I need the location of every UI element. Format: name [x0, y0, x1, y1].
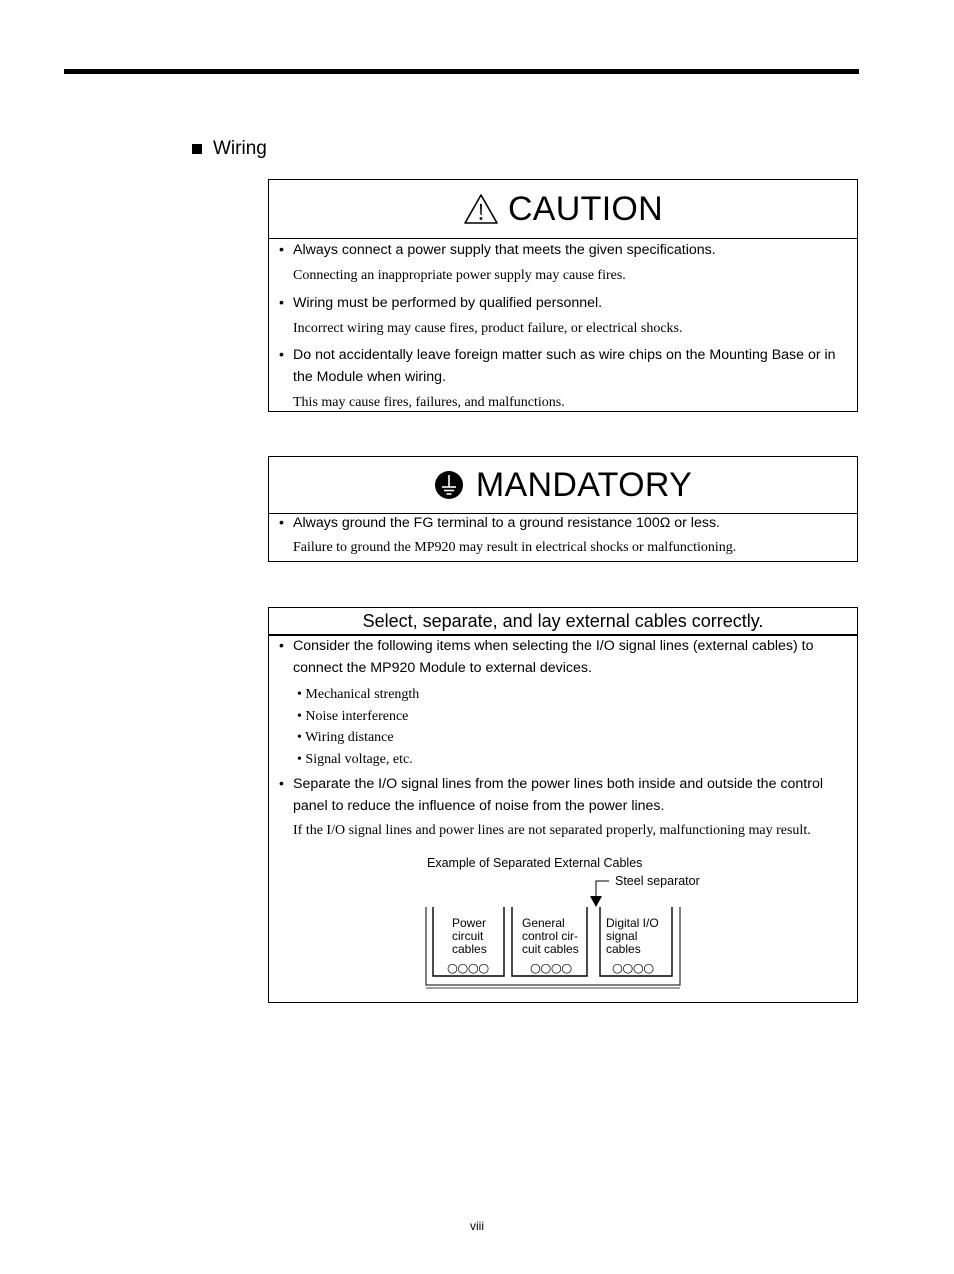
caution-item-text: Do not accidentally leave foreign matter such as wire chips on the Mounting Base or in the Module when wiring. — [293, 347, 836, 385]
cables-item-text: Consider the following items when selecting the I/O signal lines (external cables) to connect the MP920 Module to external devices. — [293, 638, 814, 676]
sub-item: • Noise interference — [297, 708, 409, 724]
sub-item: • Signal voltage, etc. — [297, 751, 413, 767]
top-rule — [64, 69, 859, 74]
cables-subitems — [297, 684, 847, 770]
separator-leader-line — [596, 881, 609, 896]
sub-item: • Mechanical strength — [297, 687, 420, 702]
mandatory-box — [268, 456, 858, 562]
caution-item-text: Wiring must be performed by qualified personnel. — [293, 295, 603, 311]
compartment-label: General control cir- cuit cables — [522, 916, 579, 956]
bullet: • — [279, 295, 284, 311]
mandatory-body — [269, 512, 857, 557]
ground-icon — [434, 470, 464, 500]
cables-title: Select, separate, and lay external cables correctly. — [362, 610, 764, 631]
section-heading — [192, 138, 267, 160]
caution-item-note: Connecting an inappropriate power supply may cause fires. — [293, 268, 626, 283]
caution-item — [279, 239, 847, 261]
bullet: • — [279, 242, 284, 258]
separator-label: Steel separator — [615, 874, 700, 888]
bullet: • — [279, 776, 284, 792]
cable-circles-general: ○○○○ — [530, 960, 572, 975]
separator-arrow-icon — [590, 896, 602, 907]
square-bullet-icon — [192, 144, 202, 154]
cables-box — [268, 607, 858, 1003]
section-heading-text: Wiring — [213, 138, 267, 159]
bullet: • — [279, 638, 284, 654]
caution-body — [269, 239, 857, 412]
caution-header — [269, 180, 857, 239]
cables-item-note: If the I/O signal lines and power lines are not separated properly, malfunctioning may result. — [293, 823, 811, 838]
caution-item-note: Incorrect wiring may cause fires, product failure, or electrical shocks. — [293, 321, 683, 336]
mandatory-title: MANDATORY — [475, 465, 693, 504]
caution-box — [268, 179, 858, 412]
warning-triangle-icon — [463, 193, 499, 225]
bullet: • — [279, 347, 284, 363]
separated-cables-figure — [269, 845, 857, 1005]
sub-item: • Wiring distance — [297, 730, 394, 745]
cables-header — [269, 608, 857, 636]
mandatory-header — [269, 457, 857, 514]
page-number: viii — [470, 1219, 484, 1233]
caution-item-text: Always connect a power supply that meets the given specifications. — [293, 242, 716, 258]
mandatory-item-note: Failure to ground the MP920 may result in electrical shocks or malfunctioning. — [293, 540, 737, 555]
compartment-label: Power circuit cables — [452, 916, 487, 956]
cables-item — [279, 635, 847, 679]
caution-item-note: This may cause fires, failures, and malfunctions. — [293, 395, 565, 410]
caution-item — [279, 344, 847, 388]
mandatory-item — [279, 512, 847, 534]
caution-item — [279, 292, 847, 314]
caution-title: CAUTION — [507, 189, 664, 228]
cables-item-text: Separate the I/O signal lines from the power lines both inside and outside the control panel to reduce the influence of noise from the power lines. — [293, 776, 823, 814]
cable-circles-power: ○○○○ — [447, 960, 489, 975]
mandatory-item-text: Always ground the FG terminal to a ground resistance 100Ω or less. — [293, 515, 720, 531]
compartment-label: Digital I/O signal cables — [606, 916, 659, 956]
bullet: • — [279, 515, 284, 531]
cables-body — [269, 635, 857, 840]
figure-caption: Example of Separated External Cables — [427, 856, 643, 870]
cable-circles-digital: ○○○○ — [612, 960, 654, 975]
cables-item — [279, 773, 847, 817]
